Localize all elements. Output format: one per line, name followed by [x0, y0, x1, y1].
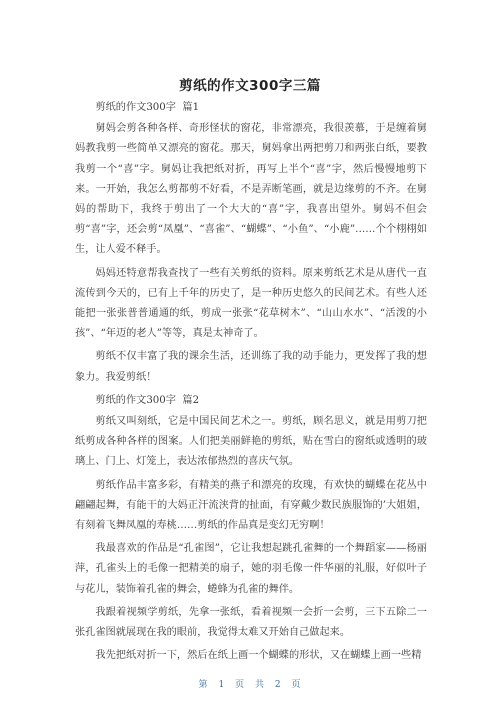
paragraph: 我跟着视频学剪纸，先拿一张纸，看着视频一会折一会剪，三下五除二一张孔雀图就展现在我的眼前，我觉得太难又开始自己做起来。 — [75, 606, 427, 639]
footer-total-pages: 2 — [274, 680, 282, 690]
footer-suffix: 页 — [291, 680, 302, 690]
paragraph: 剪纸作品丰富多彩，有精美的燕子和漂亮的玫瑰，有欢快的蝴蝶在花丛中翩翩起舞，有能干的大妈正汗流浃背的扯面，有穿戴少数民族服饰的’大姐姐，有刻着飞舞凤凰的寿桃……剪纸的作品真是变幻无穷啊！ — [75, 479, 427, 532]
footer-page-word: 页 — [235, 680, 246, 690]
document-body — [75, 98, 427, 669]
section-heading: 剪纸的作文300字 篇2 — [95, 394, 200, 406]
paragraph: 剪纸不仅丰富了我的课余生活，还训练了我的动手能力，更发挥了我的想象力。我爱剪纸！ — [75, 351, 427, 383]
footer-prefix: 第 — [198, 680, 209, 690]
paragraph: 妈妈还特意帮我查找了一些有关剪纸的资料。原来剪纸艺术是从唐代一直流传到今天的，已有上千年的历史了，是一种历史悠久的民间艺术。有些人还能把一张张普普通通的纸，剪成一张张“花草树木”、“山山水水”、“活泼的小孩”、“年迈的老人”等等，真是太神奇了。 — [75, 267, 427, 340]
footer-total-word: 共 — [254, 680, 265, 690]
footer-current-page: 1 — [218, 680, 226, 690]
paragraph: 我最喜欢的作品是“孔雀图”，它让我想起跳孔雀舞的一个舞蹈家——杨丽萍，孔雀头上的毛像一把精美的扇子，她的羽毛像一件华丽的礼服，好似叶子与花儿，装饰着孔雀的舞会，蜷蜂为孔雀的舞伴。 — [75, 543, 427, 595]
paragraph: 舅妈会剪各种各样、奇形怪状的窗花，非常漂亮，我很羡慕，于是缠着舅妈教我剪一些简单又漂亮的窗花。那天，舅妈拿出两把剪刀和两张白纸，要教我剪一个“喜”字。舅妈让我把纸对折，再写上半个“喜”字，然后慢慢地剪下来。一开始，我怎么剪都剪不好看，不是弄断笔画，就是边缘剪的不齐。在舅妈的帮助下，我终于剪出了一个大大的“喜”字，我喜出望外。舅妈不但会剪“喜”字，还会剪“凤凰”、“喜雀”、“蝴蝶”、“小鱼”、“小鹿”……个个栩栩如生，让人爱不释手。 — [75, 123, 427, 256]
paragraph: 我先把纸对折一下，然后在纸上画一个蝴蝶的形状，又在蝴蝶上画一些精 — [95, 650, 422, 662]
page-footer — [0, 677, 500, 690]
paragraph: 剪纸又叫刻纸，它是中国民间艺术之一。剪纸，顾名思义，就是用剪刀把纸剪成各种各样的图案。人们把美丽鲜艳的剪纸，贴在雪白的窗纸或透明的玻璃上、门上、灯笼上，表达浓郁热烈的喜庆气氛。 — [75, 416, 427, 468]
section-heading: 剪纸的作文300字 篇1 — [95, 102, 200, 113]
document-title: 剪纸的作文300字三篇 — [179, 78, 321, 94]
